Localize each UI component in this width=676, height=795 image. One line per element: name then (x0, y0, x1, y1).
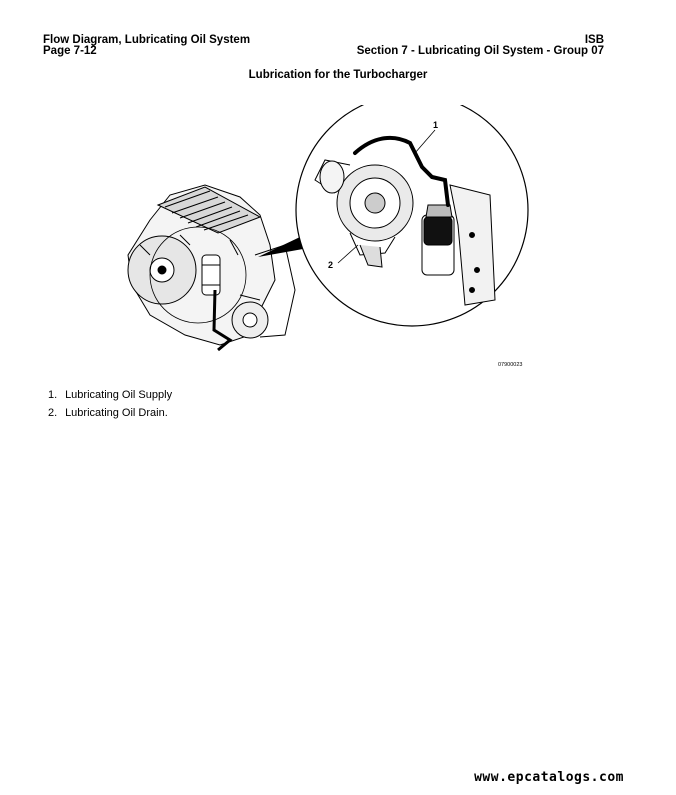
watermark: www.epcatalogs.com (474, 770, 624, 785)
engine-drawing (128, 185, 295, 345)
legend-item-label: Lubricating Oil Drain. (65, 407, 168, 419)
callout-2-label: 2 (328, 260, 334, 270)
header-page-number: Page 7-12 (43, 45, 97, 57)
legend-list (48, 386, 172, 422)
page-header-right (357, 35, 604, 57)
legend-item-number: 2. (48, 407, 58, 419)
turbocharger-lubrication-illustration (110, 105, 540, 385)
callout-1-label: 1 (433, 120, 439, 130)
header-manual-code: ISB (584, 34, 604, 46)
legend-item-label: Lubricating Oil Supply (65, 389, 173, 401)
legend-item (48, 404, 172, 422)
figure-id: 07900023 (498, 362, 523, 368)
page-header-left (43, 35, 250, 57)
zoom-detail (296, 105, 528, 326)
header-title: Flow Diagram, Lubricating Oil System (43, 34, 251, 46)
legend-item-number: 1. (48, 389, 58, 401)
legend-item (48, 386, 172, 404)
header-section: Section 7 - Lubricating Oil System - Group 07 (356, 45, 604, 57)
section-title: Lubrication for the Turbocharger (248, 69, 428, 81)
